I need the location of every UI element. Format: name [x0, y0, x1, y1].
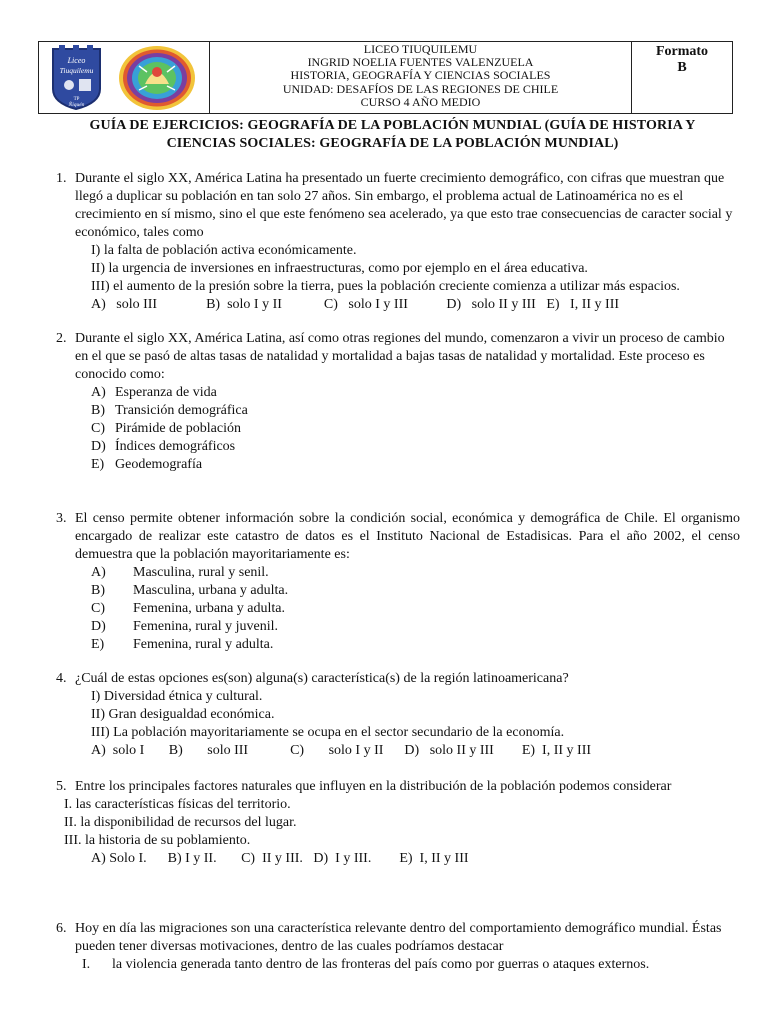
- title-line-1: GUÍA DE EJERCICIOS: GEOGRAFÍA DE LA POBLACIÓN MUNDIAL (GUÍA DE HISTORIA Y: [89, 118, 696, 133]
- logo-text-liceo: Liceo: [67, 56, 86, 65]
- option-d: D) Femenina, rural y juvenil.: [91, 619, 279, 634]
- page-title: [60, 117, 725, 153]
- option-c: C) Pirámide de población: [91, 421, 241, 436]
- question-3: [56, 510, 740, 654]
- logo-text-niquen: Ñiquén: [68, 102, 85, 108]
- question-text: Durante el siglo XX, América Latina, así como otras regiones del mundo, comenzaron a vivir un proceso de cambio en el que se pasó de altas tasas de natalidad y mortalidad a bajas tasas de natalidad y mortalidad. Este proceso es conocido como:: [75, 331, 725, 382]
- logo-text-tiuquilemu: Tiuquilemu: [59, 66, 94, 75]
- question-number: 5.: [56, 779, 67, 794]
- format-value: B: [677, 60, 687, 75]
- statement-ii: II) Gran desigualdad económica.: [91, 707, 275, 722]
- header-info-cell: [210, 42, 632, 113]
- statement-iii: III. la historia de su poblamiento.: [64, 833, 251, 848]
- answer-options: A) Solo I. B) I y II. C) II y III. D) I y III. E) I, II y III: [91, 851, 469, 866]
- question-5: [56, 778, 740, 868]
- unit-name: UNIDAD: DESAFÍOS DE LAS REGIONES DE CHILE: [282, 81, 559, 96]
- statement-ii: II) la urgencia de inversiones en infraestructuras, como por ejemplo en el área educativa.: [91, 261, 588, 276]
- logos-cell: [39, 42, 210, 113]
- option-e: E) Geodemografía: [91, 457, 203, 472]
- option-c: C) Femenina, urbana y adulta.: [91, 601, 286, 616]
- course-name: CURSO 4 AÑO MEDIO: [360, 94, 481, 109]
- question-number: 6.: [56, 921, 67, 936]
- option-e: E) Femenina, rural y adulta.: [91, 637, 274, 652]
- statement-iii: III) La población mayoritariamente se ocupa en el sector secundario de la economía.: [91, 725, 565, 740]
- statement-i: I) Diversidad étnica y cultural.: [91, 689, 263, 704]
- question-4: [56, 670, 740, 760]
- statement-ii: II. la disponibilidad de recursos del lugar.: [64, 815, 297, 830]
- question-number: 1.: [56, 171, 67, 186]
- logo-text-tp: TP: [73, 97, 80, 102]
- statement-i: I) la falta de población activa económicamente.: [91, 243, 357, 258]
- question-text: Durante el siglo XX, América Latina ha presentado un fuerte crecimiento demográfico, con cifras que muestran que llegó a duplicar su población en tan solo 27 años. Sin embargo, el problema actual de Latinoamérica no es el crecimiento en sí mismo, sino el que este fenómeno sea acelerado, ya que esto trae consecuencias de caracter social y económico, tales como: [75, 171, 733, 240]
- colorful-circle-logo: [117, 44, 197, 112]
- option-d: D) Índices demográficos: [91, 439, 236, 454]
- school-shield-logo: [49, 45, 104, 111]
- format-cell: [632, 42, 732, 113]
- option-b: B) Masculina, urbana y adulta.: [91, 583, 289, 598]
- subject-name: HISTORIA, GEOGRAFÍA Y CIENCIAS SOCIALES: [290, 68, 551, 83]
- statement-iii: III) el aumento de la presión sobre la tierra, pues la población creciente comienza a utilizar más espacios.: [91, 279, 680, 294]
- document-header: [38, 41, 733, 114]
- answer-options: A) solo III B) solo I y II C) solo I y III D) solo II y III E) I, II y III: [91, 297, 620, 312]
- option-a: A) Masculina, rural y senil.: [91, 565, 269, 580]
- question-text: Hoy en día las migraciones son una característica relevante dentro del comportamiento demográfico mundial. Éstas pueden tener diversas motivaciones, dentro de las cuales podríamos destacar: [75, 921, 722, 954]
- question-6: [56, 920, 740, 974]
- answer-options: A) solo I B) solo III C) solo I y II D) solo II y III E) I, II y III: [91, 743, 592, 758]
- question-1: [56, 170, 740, 314]
- statement-i: I. las características físicas del territorio.: [64, 797, 291, 812]
- question-text: Entre los principales factores naturales que influyen en la distribución de la población podemos considerar: [75, 779, 672, 794]
- question-text: El censo permite obtener información sobre la condición social, económica y demográfica de Chile. El organismo encargado de realizar este catastro de datos es el Instituto Nacional de Estadisicas. Para el año 2002, el censo demuestra que la población mayoritariamente es:: [75, 511, 740, 562]
- option-a: A) Esperanza de vida: [91, 385, 217, 400]
- school-name: LICEO TIUQUILEMU: [363, 42, 478, 56]
- question-number: 4.: [56, 671, 67, 686]
- question-number: 2.: [56, 331, 67, 346]
- statement-i: I. la violencia generada tanto dentro de las fronteras del país como por guerras o ataques externos.: [82, 957, 650, 972]
- title-line-2: CIENCIAS SOCIALES: GEOGRAFÍA DE LA POBLACIÓN MUNDIAL): [166, 136, 619, 151]
- question-2: [56, 330, 740, 474]
- option-b: B) Transición demográfica: [91, 403, 248, 418]
- format-label: Formato: [655, 44, 709, 59]
- teacher-name: INGRID NOELIA FUENTES VALENZUELA: [307, 55, 534, 70]
- question-text: ¿Cuál de estas opciones es(son) alguna(s) característica(s) de la región latinoamericana?: [75, 671, 569, 686]
- question-number: 3.: [56, 511, 67, 526]
